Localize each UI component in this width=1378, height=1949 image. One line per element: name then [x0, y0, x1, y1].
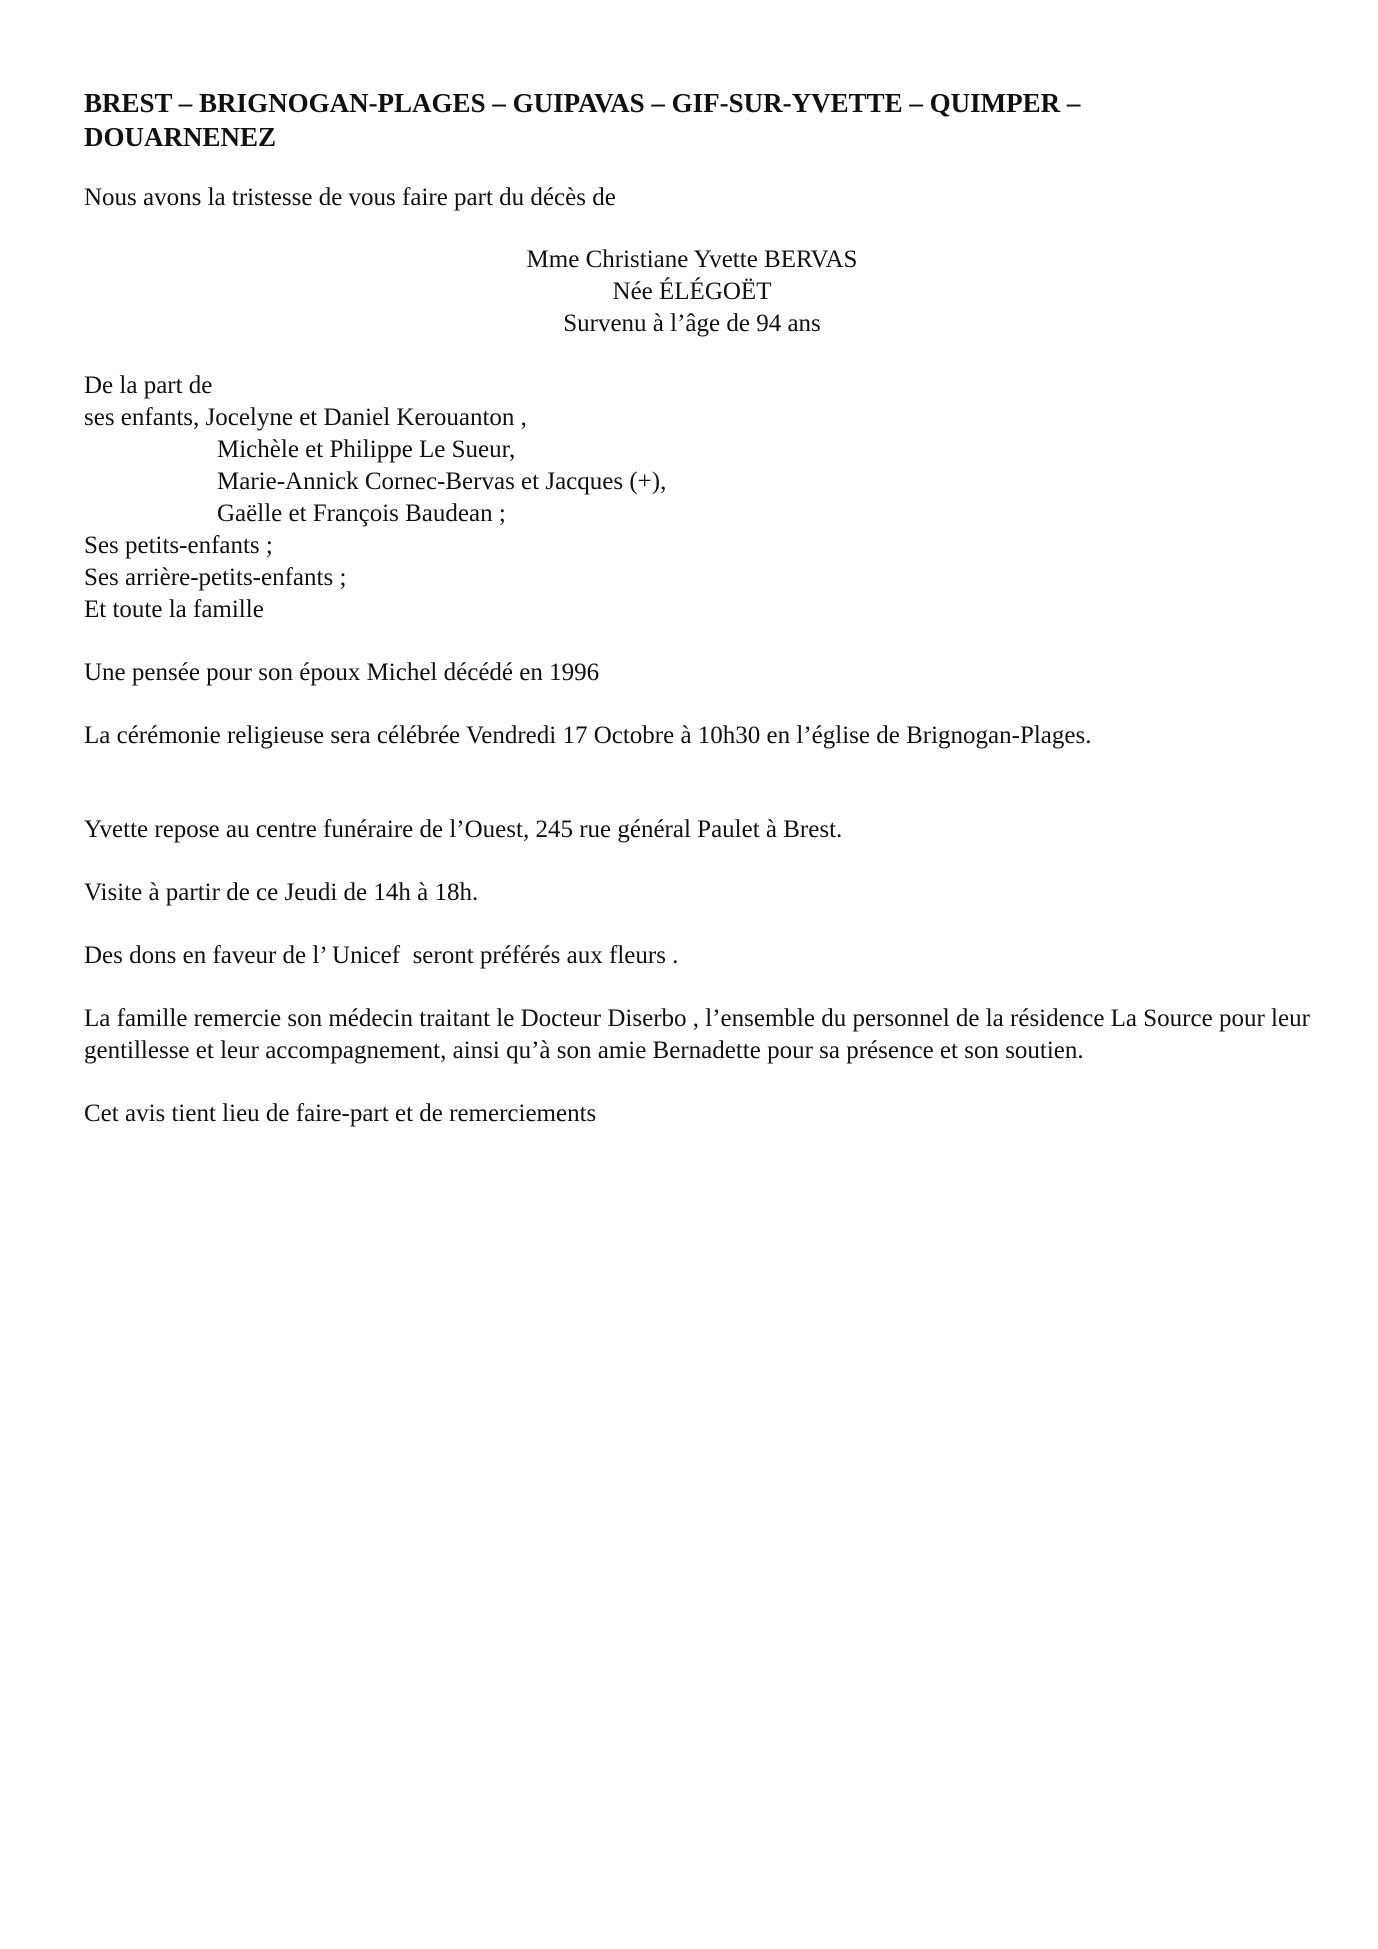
locations-heading	[84, 86, 1314, 154]
children-line-2: Michèle et Philippe Le Sueur,	[217, 436, 516, 463]
deceased-name: Mme Christiane Yvette BERVAS	[526, 246, 858, 273]
family-from-line: De la part de	[84, 372, 213, 399]
donations-note: Des dons en faveur de l’ Unicef seront préférés aux fleurs .	[84, 942, 679, 969]
resting-place-info: Yvette repose au centre funéraire de l’Ouest, 245 rue général Paulet à Brest.	[84, 816, 843, 843]
spouse-thought: Une pensée pour son époux Michel décédé en 1996	[84, 659, 600, 686]
deceased-age: Survenu à l’âge de 94 ans	[563, 310, 821, 337]
locations-heading-line-2: DOUARNENEZ	[84, 122, 277, 152]
ceremony-info: La cérémonie religieuse sera célébrée Vendredi 17 Octobre à 10h30 en l’église de Brignogan-Plages.	[84, 722, 1092, 749]
family-block	[84, 370, 1314, 626]
deceased-maiden-name: Née ÉLÉGOËT	[612, 278, 772, 305]
thanks-paragraph: La famille remercie son médecin traitant le Docteur Diserbo , l’ensemble du personnel de la résidence La Source pour leur gentillesse et leur accompagnement, ainsi qu’à son amie Bernadette pour sa présence et son soutien.	[84, 1005, 1310, 1064]
locations-heading-line-1: BREST – BRIGNOGAN-PLAGES – GUIPAVAS – GIF-SUR-YVETTE – QUIMPER –	[84, 88, 1081, 118]
deceased-block	[84, 244, 1300, 340]
great-grandchildren-line: Ses arrière-petits-enfants ;	[84, 564, 347, 591]
grandchildren-line: Ses petits-enfants ;	[84, 532, 273, 559]
children-line-1: ses enfants, Jocelyne et Daniel Kerouanton ,	[84, 404, 527, 431]
visiting-hours: Visite à partir de ce Jeudi de 14h à 18h.	[84, 879, 479, 906]
children-line-3: Marie-Annick Cornec-Bervas et Jacques (+),	[217, 468, 667, 495]
all-family-line: Et toute la famille	[84, 596, 264, 623]
obituary-notice	[84, 86, 1314, 1130]
closing-note: Cet avis tient lieu de faire-part et de remerciements	[84, 1100, 597, 1127]
intro-text: Nous avons la tristesse de vous faire part du décès de	[84, 184, 616, 211]
children-line-4: Gaëlle et François Baudean ;	[217, 500, 506, 527]
